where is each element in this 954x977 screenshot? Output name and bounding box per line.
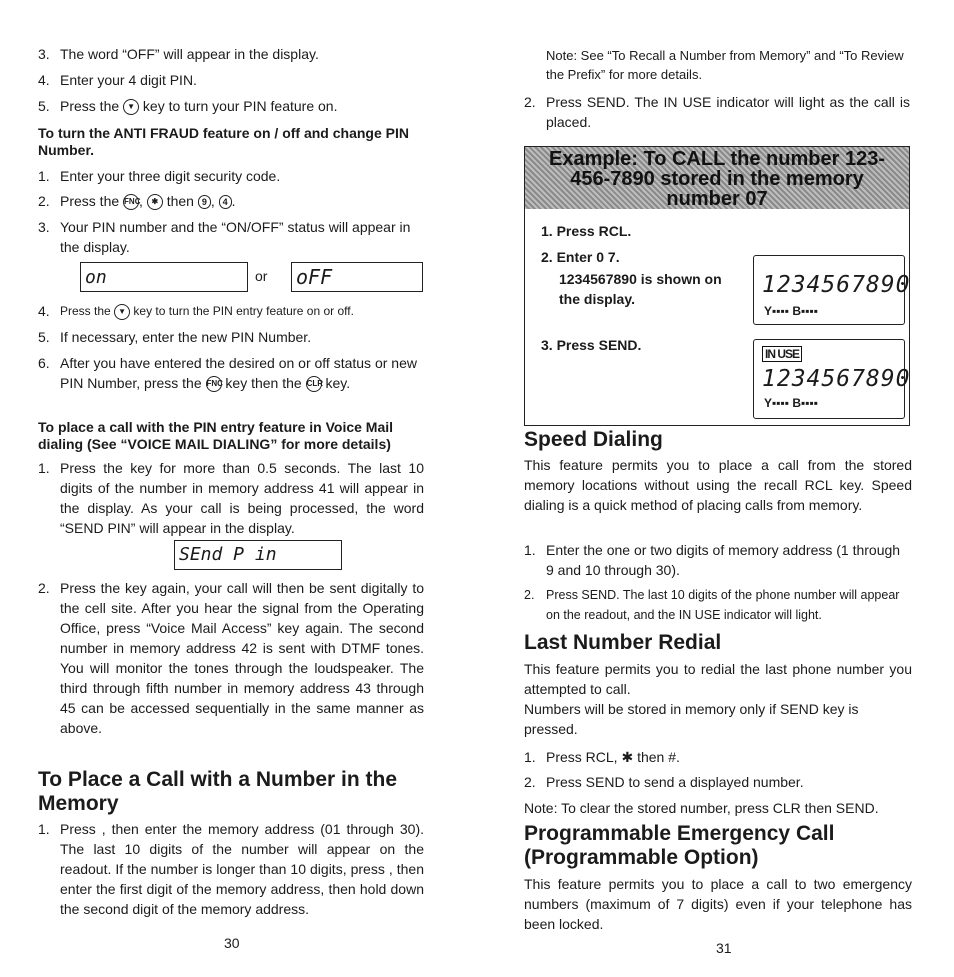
fnc-key-icon: FNC (206, 376, 222, 392)
lcd-display-number: 1234567890 Y▪▪▪▪ B▪▪▪▪ (753, 255, 905, 325)
in-use-indicator: IN USE (762, 346, 802, 362)
section-heading: To turn the ANTI FRAUD feature on / off and change PIN Number. (38, 125, 409, 158)
lcd-display-send-pin: SEnd P in (174, 540, 342, 570)
clr-key-icon: CLR (306, 376, 322, 392)
four-key-icon: 4 (219, 195, 232, 209)
section-heading: To place a call with the PIN entry feature in Voice Mail dialing (See “VOICE MAIL DIALING” for more details) (38, 419, 394, 452)
lcd-display-off: oFF (291, 262, 423, 292)
page-number: 31 (716, 940, 732, 956)
paragraph: This feature permits you to place a call to two emergency numbers (maximum of 7 digits) even if your telephone has been locked. (524, 876, 912, 932)
example-box: Example: To CALL the number 123-456-7890 stored in the memory number 07 1. Press RCL. 2. Enter 0 7. 1234567890 is shown on the display. 3. Press SEND. 1234567890 Y▪▪▪▪ B▪▪▪▪ IN USE 1234567890 Y▪▪▪▪ B▪▪▪▪ (524, 146, 910, 426)
lcd-display-on: on (80, 262, 248, 292)
example-title: Example: To CALL the number 123-456-7890 stored in the memory number 07 (525, 147, 909, 209)
nine-key-icon: 9 (198, 195, 211, 209)
section-heading: Last Number Redial (524, 631, 722, 654)
paragraph: This feature permits you to redial the last phone number you attempted to call. (524, 661, 912, 697)
lcd-display-inuse: IN USE 1234567890 Y▪▪▪▪ B▪▪▪▪ (753, 339, 905, 419)
section-heading: Programmable Emergency Call (Programmable Option) (524, 822, 835, 869)
note: Note: To clear the stored number, press CLR then SEND. (524, 800, 879, 816)
note: Note: See “To Recall a Number from Memory” and “To Review the Prefix” for more details. (546, 48, 904, 82)
section-heading: Speed Dialing (524, 428, 663, 451)
star-key-icon: ✱ (147, 194, 163, 210)
paragraph: This feature permits you to place a call from the stored memory locations without using the recall RCL key. Speed dialing is a quick method of placing calls from memory. (524, 457, 912, 513)
down-key-icon: ▼ (123, 99, 139, 115)
page-number: 30 (224, 935, 240, 951)
paragraph: Numbers will be stored in memory only if SEND key is pressed. (524, 701, 859, 737)
down-key-icon: ▼ (114, 304, 130, 320)
section-heading: To Place a Call with a Number in the Memory (38, 768, 398, 815)
fnc-key-icon: FNC (123, 194, 139, 210)
